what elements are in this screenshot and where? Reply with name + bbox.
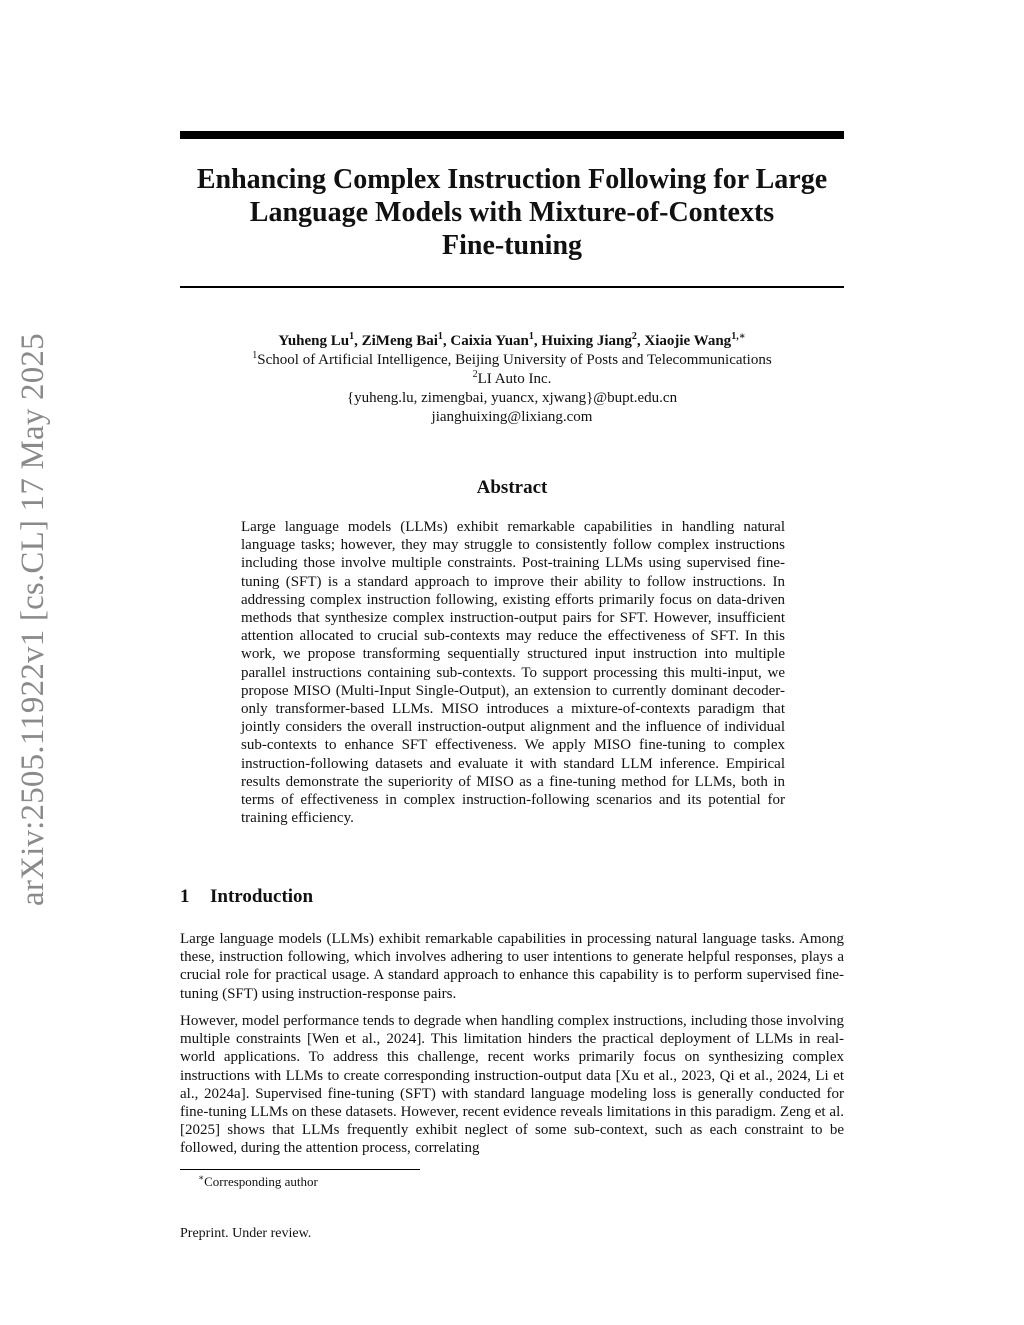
section-title: Introduction xyxy=(210,886,314,907)
affiliation xyxy=(180,370,844,389)
author-email: {yuheng.lu, zimengbai, yuancx, xjwang}@bupt.edu.cn xyxy=(346,390,678,406)
arxiv-identifier: arXiv:2505.11922v1 [cs.CL] 17 May 2025 xyxy=(15,333,51,906)
title-rule-top xyxy=(180,131,844,139)
affiliation-mark: 2 xyxy=(472,369,478,380)
body-paragraph: However, model performance tends to degrade when handling complex instructions, including those involving multiple constraints [Wen et al., 2024]. This limitation hinders the practical deployment of LLMs in real-world applications. To address this challenge, recent works primarily focus on synthesizing complex instructions with LLMs to create corresponding instruction-output data [Xu et al., 2023, Qi et al., 2024, Li et al., 2024a]. Supervised fine-tuning (SFT) with standard language modeling loss is generally conducted for fine-tuning LLMs on these datasets. However, recent evidence reveals limitations in this paradigm. Zeng et al. [2025] shows that LLMs frequently exhibit neglect of some sub-context, such as each constraint to be followed, during the attention process, correlating xyxy=(180,1013,844,1157)
author-list: Yuheng Lu$^1$, ZiMeng Bai$^1$, Caixia Yuan$^1$, Huixing Jiang$^2$, Xiaojie Wang$^{1,∗}$ xyxy=(278,331,746,349)
section-number: 1 xyxy=(180,886,190,907)
footnote xyxy=(198,1174,318,1190)
paper-title xyxy=(180,163,844,262)
author-affiliation-mark: 1 xyxy=(349,331,355,342)
author-affiliation-mark: 1,∗ xyxy=(731,331,746,342)
author-email: jianghuixing@lixiang.com xyxy=(431,409,593,425)
abstract-heading: Abstract xyxy=(476,477,548,498)
title-line: Language Models with Mixture-of-Contexts xyxy=(249,197,775,228)
affiliation-mark: 1 xyxy=(252,350,258,361)
footnote-rule xyxy=(180,1169,420,1170)
author-affiliation-mark: 2 xyxy=(631,331,637,342)
author-affiliation-mark: 1 xyxy=(437,331,443,342)
author-name: Yuheng Lu xyxy=(278,333,350,349)
affiliation-text: LI Auto Inc. xyxy=(477,371,552,387)
body-paragraph: Large language models (LLMs) exhibit remarkable capabilities in processing natural language tasks. Among these, instruction following, which involves adhering to user intentions to generate helpful responses, plays a crucial role for practical usage. A standard approach to enhance this capability is to perform supervised fine-tuning (SFT) using instruction-response pairs. xyxy=(180,931,844,1002)
affiliation-text: School of Artificial Intelligence, Beijing University of Posts and Telecommunications xyxy=(257,352,772,368)
footnote-text: Corresponding author xyxy=(204,1174,318,1189)
title-line: Enhancing Complex Instruction Following for Large xyxy=(196,164,828,195)
abstract-text: Large language models (LLMs) exhibit remarkable capabilities in handling natural language tasks; however, they may struggle to consistently follow complex instructions including those involve multiple constraints. Post-training LLMs using supervised fine-tuning (SFT) is a standard approach to improve their ability to follow instructions. In addressing complex instruction following, existing efforts primarily focus on data-driven methods that synthesize complex instruction-output pairs for SFT. However, insufficient attention allocated to crucial sub-contexts may reduce the effectiveness of SFT. In this work, we propose transforming sequentially structured input instruction into multiple parallel instructions containing sub-contexts. To support processing this multi-input, we propose MISO (Multi-Input Single-Output), an extension to currently dominant decoder-only transformer-based LLMs. MISO introduces a mixture-of-contexts paradigm that jointly considers the overall instruction-output alignment and the influence of individual sub-contexts to enhance SFT effectiveness. We apply MISO fine-tuning to complex instruction-following datasets and evaluate it with standard LLM inference. Empirical results demonstrate the superiority of MISO as a fine-tuning method for LLMs, both in terms of effectiveness in complex instruction-following scenarios and its potential for training efficiency. xyxy=(241,519,785,827)
author-block xyxy=(180,332,844,427)
preprint-notice: Preprint. Under review. xyxy=(180,1226,312,1241)
title-rule-bottom xyxy=(180,286,844,288)
author-name: Xiaojie Wang xyxy=(644,333,732,349)
author-affiliation-mark: 1 xyxy=(528,331,534,342)
title-line: Fine-tuning xyxy=(441,230,583,261)
section-heading xyxy=(180,886,844,908)
author-name: Caixia Yuan xyxy=(450,333,529,349)
affiliation xyxy=(180,351,844,370)
author-name: Huixing Jiang xyxy=(541,333,632,349)
author-name: ZiMeng Bai xyxy=(361,333,438,349)
footnote-mark: ∗ xyxy=(198,1172,205,1183)
